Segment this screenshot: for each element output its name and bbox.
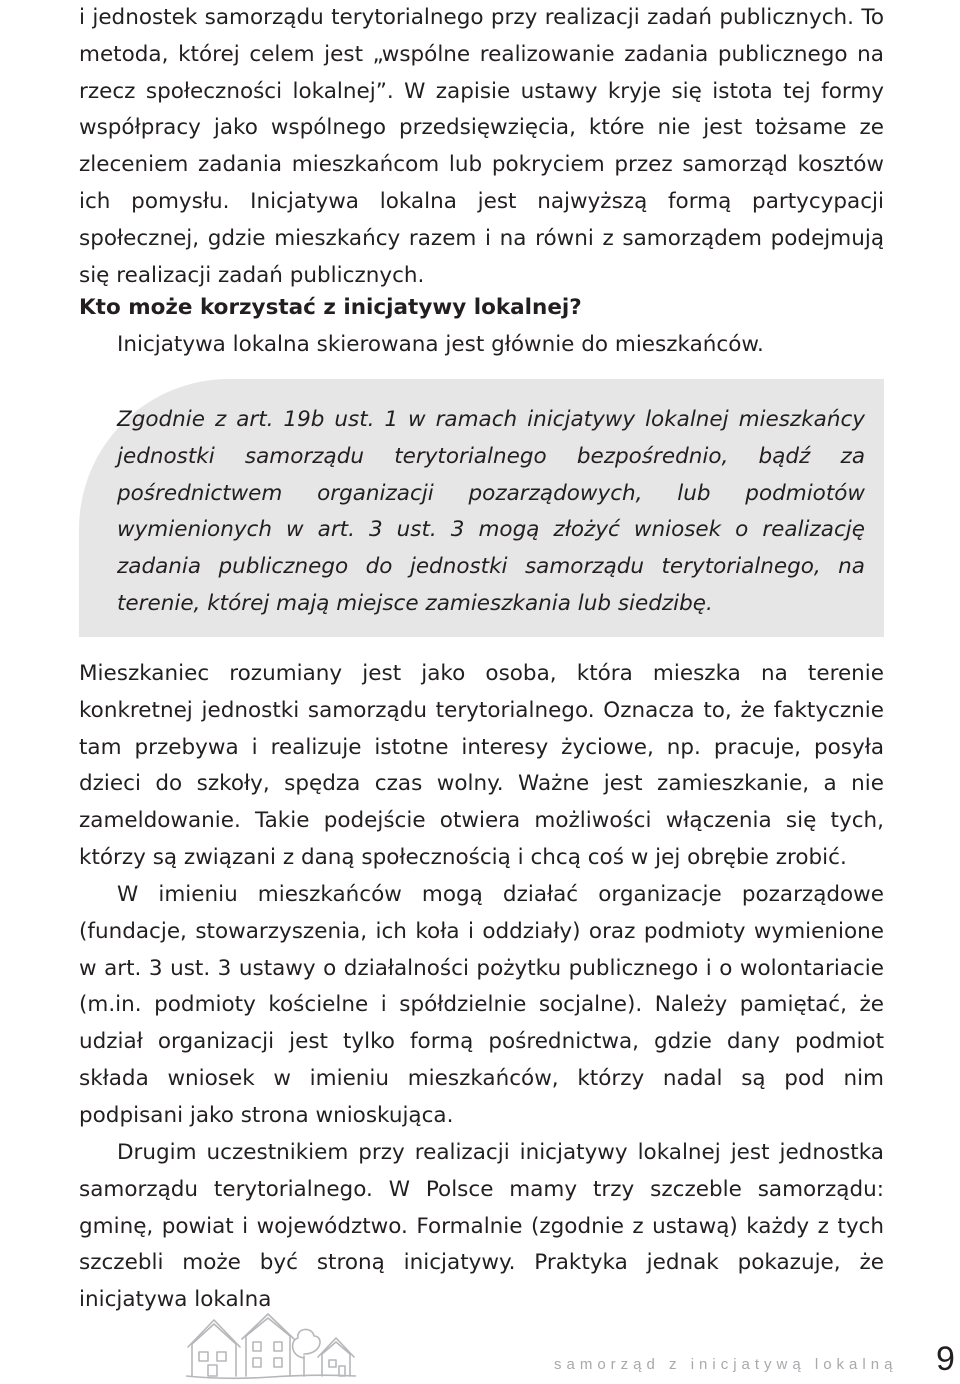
legal-note-text: Zgodnie z art. 19b ust. 1 w ramach inicjatywy lokalnej mieszkańcy jednostki samorządu terytorialnego bezpośrednio, bądź za pośrednictwem organizacji pozarządowych, lub podmiotów wymienionych w art. 3 ust. 3 mogą złożyć wniosek o realizację zadania publicznego do jednostki samorządu terytorialnego, na terenie, której mają miejsce zamieszkania lub siedzibę. [117,407,865,616]
houses-and-trees-sketch-icon [186,1310,356,1382]
question-heading: Kto może korzystać z inicjatywy lokalnej? [79,295,582,320]
body-paragraph-organizations-text: W imieniu mieszkańców mogą działać organizacje pozarządowe (fundacje, stowarzyszenia, ich koła i oddziały) oraz podmioty wymienione w art. 3 ust. 3 ustawy o działalności pożytku publicznego i o wolontariacie (m.in. podmioty kościelne i spółdzielnie socjalne). Należy pamiętać, że udział organizacji jest tylko formą pośrednictwa, gdzie dany podmiot składa wniosek w imieniu mieszkańców, którzy nadal są pod nim podpisani jako strona wnioskująca. [79,882,884,1128]
body-paragraph-local-government-text: Drugim uczestnikiem przy realizacji inicjatywy lokalnej jest jednostka samorządu terytorialnego. W Polsce mamy trzy szczeble samorządu: gminę, powiat i województwo. Formalnie (zgodnie z ustawą) każdy z tych szczebli może być stroną inicjatywy. Praktyka jednak pokazuje, że inicjatywa lokalna [79,1140,884,1313]
body-paragraph-organizations [79,877,884,1135]
question-answer: Inicjatywa lokalna skierowana jest głównie do mieszkańców. [117,332,764,357]
intro-paragraph [79,0,884,294]
body-paragraph-local-government [79,1135,884,1319]
body-paragraph-resident [79,656,884,877]
footer-tagline: samorząd z inicjatywą lokalną [554,1356,898,1373]
body-paragraph-resident-text: Mieszkaniec rozumiany jest jako osoba, która mieszka na terenie konkretnej jednostki samorządu terytorialnego. Oznacza to, że faktycznie tam przebywa i realizuje istotne interesy życiowe, np. pracuje, posyła dzieci do szkoły, spędza czas wolny. Ważne jest zamieszkanie, a nie zameldowanie. Takie podejście otwiera możliwości włączenia się tych, którzy są związani z daną społecznością i chcą coś w jej obrębie zrobić. [79,661,884,870]
intro-paragraph-text: i jednostek samorządu terytorialnego przy realizacji zadań publicznych. To metoda, której celem jest „wspólne realizowanie zadania publicznego na rzecz społeczności lokalnej”. W zapisie ustawy kryje się istota tej formy współpracy jako wspólnego przedsięwzięcia, które nie jest tożsame ze zleceniem zadania mieszkańcom lub pokryciem przez samorząd kosztów ich pomysłu. Inicjatywa lokalna jest najwyższą formą partycypacji społecznej, gdzie mieszkańcy razem i na równi z samorządem podejmują się realizacji zadań publicznych. [79,5,884,288]
page-number: 9 [936,1340,955,1378]
